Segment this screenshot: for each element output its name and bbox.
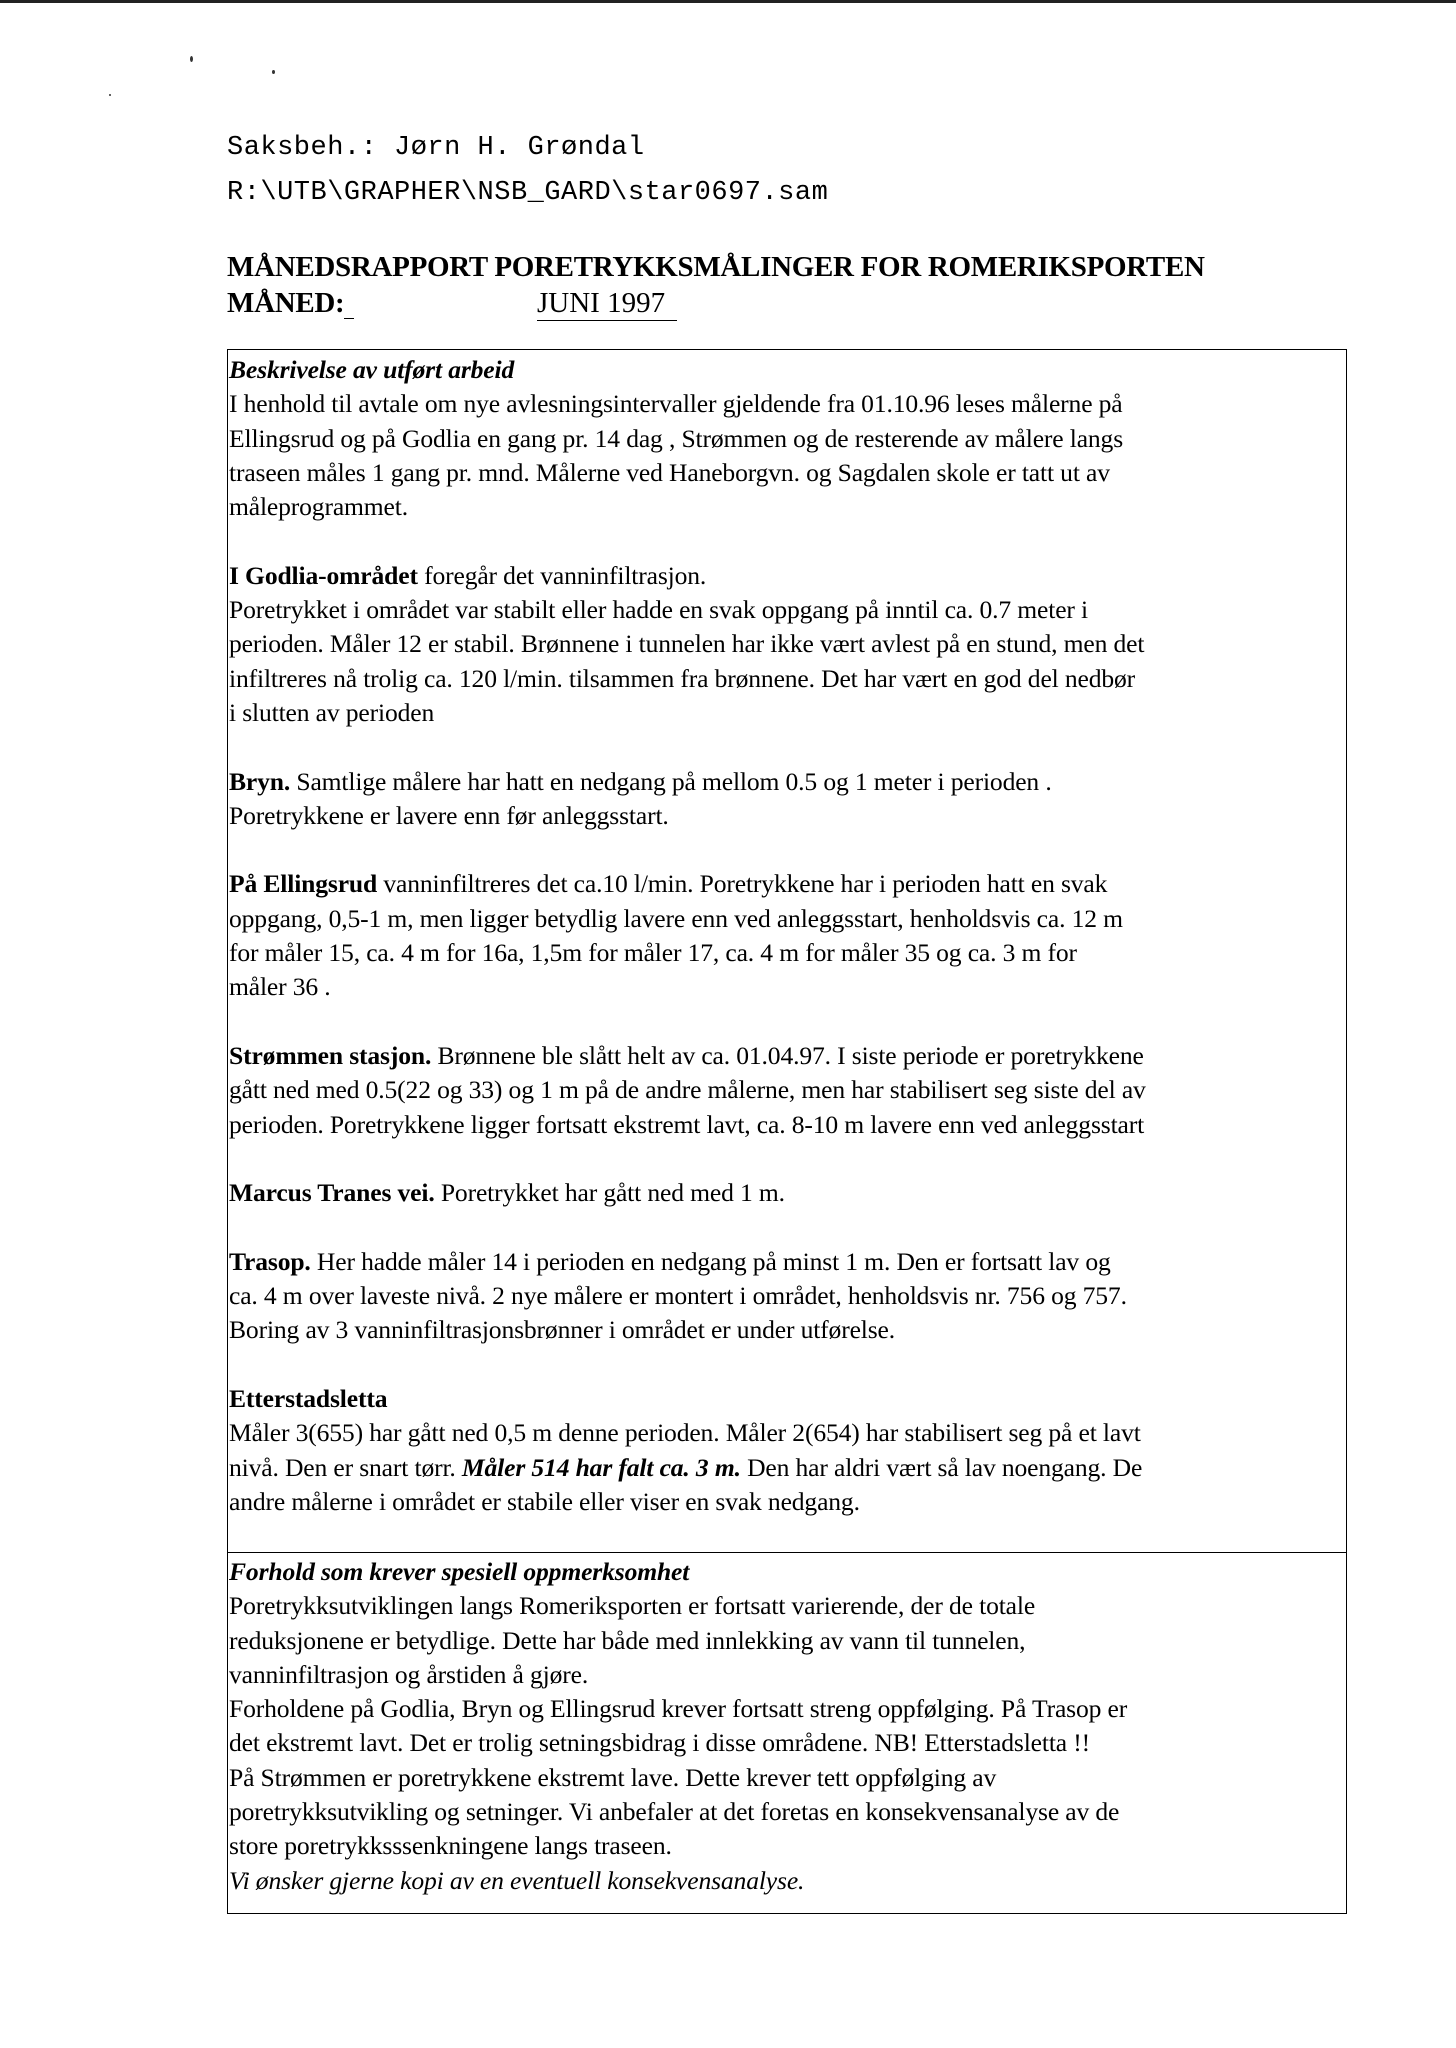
bryn-line: Poretrykkene er lavere enn før anleggsstart. [229, 800, 669, 830]
godlia-line: Poretrykket i området var stabilt eller hadde en svak oppgang på inntil ca. 0.7 meter i [229, 595, 1089, 625]
attention-section-heading: Forhold som krever spesiell oppmerksomhet [229, 1557, 690, 1586]
godlia-line: perioden. Måler 12 er stabil. Brønnene i tunnelen har ikke vært avlest på en stund, men det [229, 629, 1145, 659]
ellingsrud-first-text: vanninfiltreres det ca.10 l/min. Poretrykkene har i perioden hatt en svak [377, 869, 1108, 899]
attention-line: store poretrykksssenkningene langs traseen. [229, 1831, 672, 1861]
strommen-first-line [229, 1039, 1346, 1073]
godlia-first-line [229, 559, 1346, 593]
file-path-line: R:\UTB\GRAPHER\NSB_GARD\star0697.sam [227, 178, 829, 208]
month-value: JUNI 1997 [537, 286, 677, 321]
marcus-heading: Marcus Tranes vei. [229, 1178, 435, 1208]
attention-line: Forholdene på Godlia, Bryn og Ellingsrud krever fortsatt streng oppfølging. På Trasop er [229, 1694, 1128, 1724]
bryn-heading: Bryn. [229, 766, 291, 796]
attention-line: det ekstremt lavt. Det er trolig setningsbidrag i disse områdene. NB! Etterstadsletta !! [229, 1728, 1091, 1758]
trasop-line: ca. 4 m over laveste nivå. 2 nye målere er montert i området, henholdsvis nr. 756 og 757. [229, 1281, 1127, 1311]
etterstadsletta-line: andre målerne i området er stabile eller viser en svak nedgang. [229, 1486, 860, 1516]
etterstadsletta-heading: Etterstadsletta [229, 1383, 388, 1413]
month-label-underline [344, 318, 354, 319]
intro-line: I henhold til avtale om nye avlesningsintervaller gjeldende fra 01.10.96 leses målerne på [229, 389, 1123, 419]
trasop-first-text: Her hadde måler 14 i perioden en nedgang på minst 1 m. Den er fortsatt lav og [310, 1246, 1111, 1276]
strommen-first-text: Brønnene ble slått helt av ca. 01.04.97. I siste periode er poretrykkene [431, 1040, 1144, 1070]
trasop-heading: Trasop. [229, 1246, 311, 1276]
strommen-line: perioden. Poretrykkene ligger fortsatt ekstremt lavt, ca. 8-10 m lavere enn ved anleggsstart [229, 1109, 1145, 1139]
attention-line: poretrykksutvikling og setninger. Vi anbefaler at det foretas en konsekvensanalyse av de [229, 1797, 1120, 1827]
trasop-line: Boring av 3 vanninfiltrasjonsbrønner i området er under utførelse. [229, 1315, 896, 1345]
etterstadsletta-line: Måler 3(655) har gått ned 0,5 m denne perioden. Måler 2(654) har stabilisert seg på et lavt [229, 1418, 1141, 1448]
godlia-line: infiltreres nå trolig ca. 120 l/min. tilsammen fra brønnene. Det har vært en god del nedbør [229, 663, 1136, 693]
bryn-first-line [229, 765, 1346, 799]
godlia-first-text: foregår det vanninfiltrasjon. [417, 560, 707, 590]
attention-closing: Vi ønsker gjerne kopi av en eventuell konsekvensanalyse. [229, 1865, 805, 1895]
intro-line: traseen måles 1 gang pr. mnd. Målerne ved Haneborgvn. og Sagdalen skole er tatt ut av [229, 457, 1110, 487]
attention-line: reduksjonene er betydlige. Dette har både med innlekking av vann til tunnelen, [229, 1625, 1026, 1655]
godlia-heading: I Godlia-området [229, 560, 418, 590]
ellingsrud-line: måler 36 . [229, 972, 331, 1002]
attention-line: På Strømmen er poretrykkene ekstremt lave. Dette krever tett oppfølging av [229, 1762, 997, 1792]
work-section-heading: Beskrivelse av utført arbeid [229, 355, 515, 384]
marcus-line [229, 1176, 1346, 1210]
etterstadsletta-line [229, 1451, 1346, 1485]
scan-speck [190, 56, 193, 62]
trasop-first-line [229, 1245, 1346, 1279]
etterstadsletta-emphasis: Måler 514 har falt ca. 3 m. [461, 1452, 741, 1482]
attention-line: Poretrykksutviklingen langs Romeriksporten er fortsatt varierende, der de totale [229, 1591, 1036, 1621]
intro-line: Ellingsrud og på Godlia en gang pr. 14 dag , Strømmen og de resterende av målere langs [229, 423, 1124, 453]
scan-speck [272, 70, 275, 74]
month-label: MÅNED: [227, 287, 345, 319]
report-title: MÅNEDSRAPPORT PORETRYKKSMÅLINGER FOR ROMERIKSPORTEN [227, 251, 1205, 283]
case-officer-line: Saksbeh.: Jørn H. Grøndal [227, 133, 645, 163]
scan-top-edge [0, 0, 1456, 3]
intro-line: måleprogrammet. [229, 492, 408, 522]
ellingsrud-first-line [229, 867, 1346, 901]
attention-box [227, 1553, 1347, 1914]
strommen-line: gått ned med 0.5(22 og 33) og 1 m på de andre målerne, men har stabilisert seg siste del av [229, 1075, 1146, 1105]
marcus-text: Poretrykket har gått ned med 1 m. [434, 1178, 785, 1208]
scan-speck [109, 94, 111, 96]
ellingsrud-line: oppgang, 0,5-1 m, men ligger betydlig lavere enn ved anleggsstart, henholdsvis ca. 12 m [229, 903, 1123, 933]
work-description-box [227, 349, 1347, 1553]
ellingsrud-heading: På Ellingsrud [229, 869, 378, 899]
etterstadsletta-text: nivå. Den er snart tørr. [229, 1452, 462, 1482]
attention-line: vanninfiltrasjon og årstiden å gjøre. [229, 1659, 589, 1689]
ellingsrud-line: for måler 15, ca. 4 m for 16a, 1,5m for måler 17, ca. 4 m for måler 35 og ca. 3 m for [229, 938, 1077, 968]
bryn-first-text: Samtlige målere har hatt en nedgang på mellom 0.5 og 1 meter i perioden . [290, 766, 1052, 796]
godlia-line: i slutten av perioden [229, 697, 435, 727]
etterstadsletta-text: Den har aldri vært så lav noengang. De [740, 1452, 1143, 1482]
strommen-heading: Strømmen stasjon. [229, 1040, 432, 1070]
